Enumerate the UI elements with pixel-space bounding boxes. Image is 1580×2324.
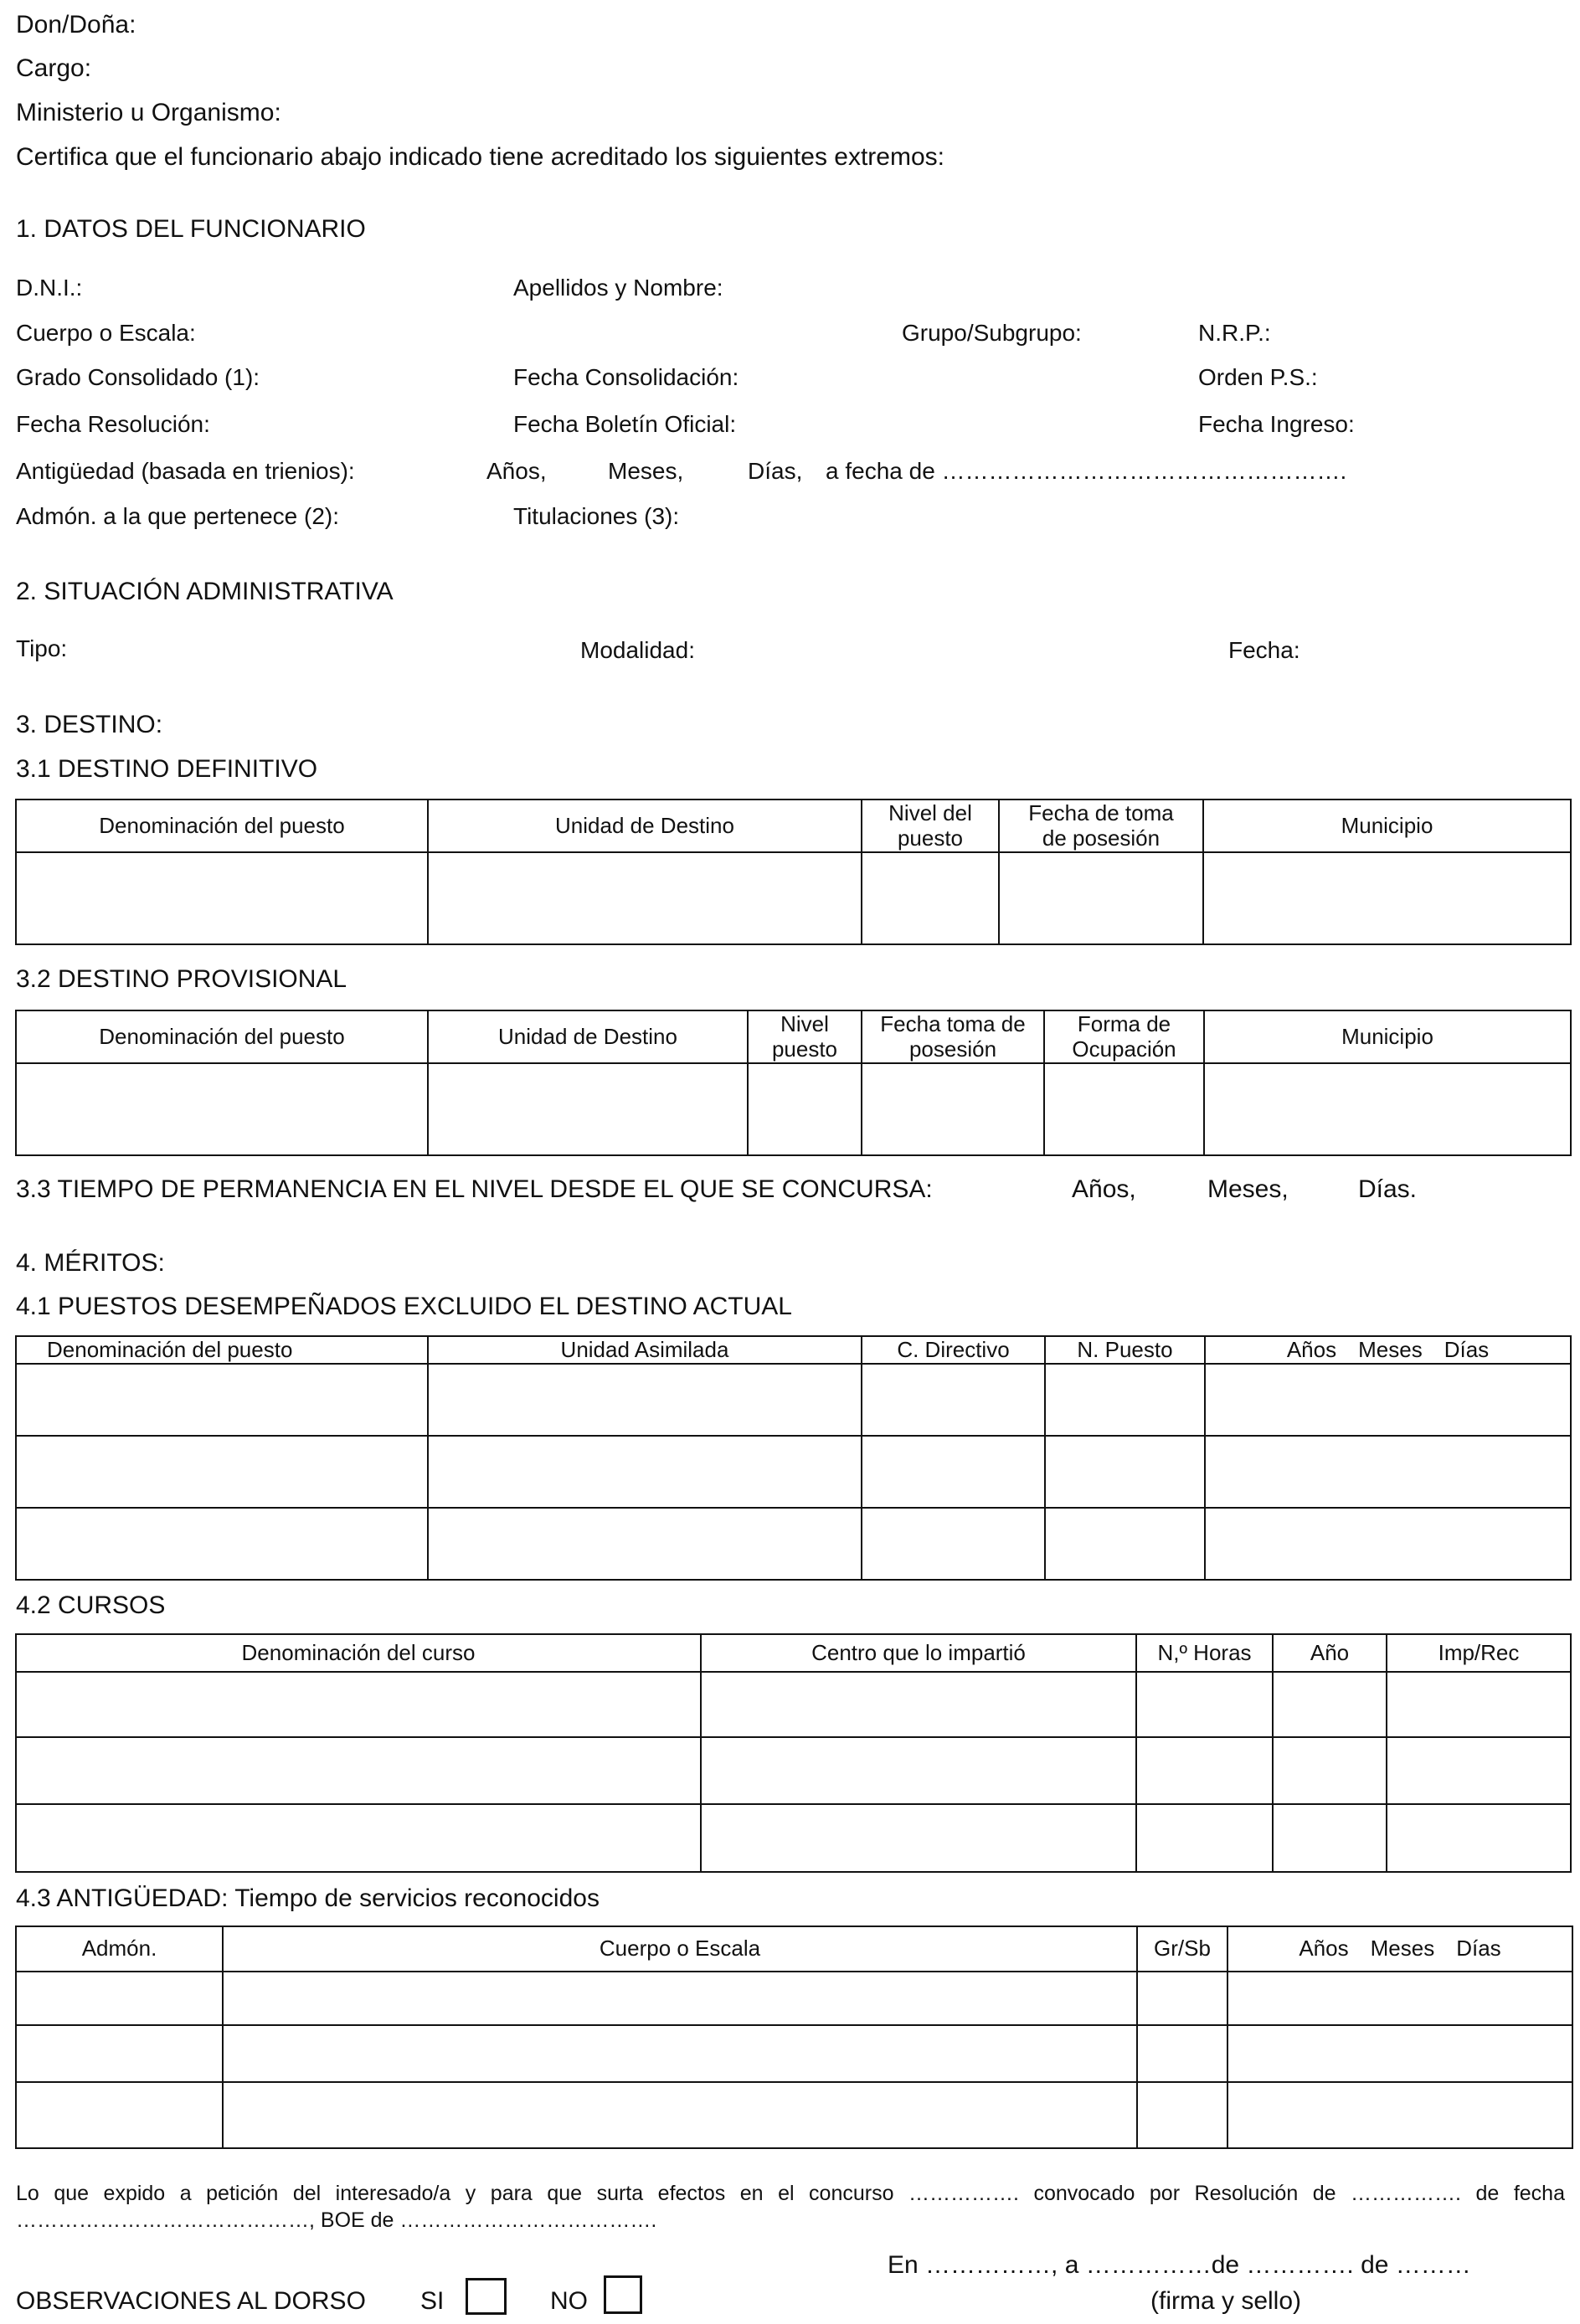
header-denominacion: Denominación del puesto: [16, 800, 428, 852]
header-gr-sb: Gr/Sb: [1137, 1926, 1227, 1972]
section1-title: 1. DATOS DEL FUNCIONARIO: [16, 215, 366, 243]
cell[interactable]: [16, 2082, 223, 2148]
cell-nivel[interactable]: [862, 852, 999, 944]
cell[interactable]: [16, 1436, 428, 1508]
no-label: NO: [550, 2287, 588, 2315]
header-denominacion: Denominación del puesto: [16, 1010, 428, 1063]
antiguedad-a-fecha: a fecha de …………………………………………….: [826, 458, 1347, 484]
cell[interactable]: [16, 1672, 701, 1737]
apellidos-label: Apellidos y Nombre:: [513, 275, 723, 301]
firma-sello: (firma y sello): [1150, 2287, 1302, 2315]
nrp-label: N.R.P.:: [1198, 320, 1271, 346]
cell[interactable]: [701, 1737, 1136, 1804]
header-cuerpo-escala: Cuerpo o Escala: [223, 1926, 1137, 1972]
table-row: [16, 1672, 1571, 1737]
header-dias: Días: [1444, 1336, 1490, 1362]
cell[interactable]: [428, 1436, 862, 1508]
table-row: [16, 2082, 1572, 2148]
cell[interactable]: [1273, 1672, 1387, 1737]
cell[interactable]: [1136, 1804, 1273, 1872]
cell[interactable]: [1136, 1672, 1273, 1737]
cell[interactable]: [1387, 1737, 1571, 1804]
observaciones-label: OBSERVACIONES AL DORSO: [16, 2287, 366, 2315]
permanencia-anos: Años,: [1072, 1175, 1136, 1203]
expido-line1: Lo que expido a petición del interesado/a y para que surta efectos en el concurso ……………. convocado por Resolución de ……………. de fecha: [16, 2182, 1565, 2205]
cell[interactable]: [428, 1508, 862, 1580]
header-fecha-toma: Fecha de toma de posesión: [999, 800, 1203, 852]
permanencia-label: 3.3 TIEMPO DE PERMANENCIA EN EL NIVEL DESDE EL QUE SE CONCURSA:: [16, 1175, 933, 1203]
header-n-puesto: N. Puesto: [1045, 1336, 1205, 1364]
cargo-label: Cargo:: [16, 54, 92, 82]
permanencia-dias: Días.: [1358, 1175, 1418, 1203]
destino-provisional-table: [15, 1010, 1572, 1156]
cell[interactable]: [16, 2025, 223, 2082]
header-forma-ocupacion: Forma de Ocupación: [1044, 1010, 1204, 1063]
cell-fecha-toma[interactable]: [999, 852, 1203, 944]
header-tiempo: [1227, 1926, 1572, 1972]
grupo-label: Grupo/Subgrupo:: [902, 320, 1082, 346]
cell[interactable]: [1137, 1972, 1227, 2025]
header-nivel: Nivel puesto: [748, 1010, 862, 1063]
header-unidad: Unidad de Destino: [428, 1010, 748, 1063]
header-municipio: Municipio: [1204, 1010, 1571, 1063]
cell[interactable]: [1227, 2082, 1572, 2148]
cell[interactable]: [862, 1436, 1045, 1508]
cell[interactable]: [1205, 1508, 1571, 1580]
table-row: [16, 1804, 1571, 1872]
ministerio-label: Ministerio u Organismo:: [16, 99, 281, 126]
cell[interactable]: [1045, 1364, 1205, 1436]
antiguedad-dias: Días,: [748, 458, 803, 484]
header-fecha-toma: Fecha toma de posesión: [862, 1010, 1044, 1063]
header-dias: Días: [1456, 1936, 1501, 1962]
si-checkbox[interactable]: [466, 2278, 507, 2315]
cell[interactable]: [1387, 1804, 1571, 1872]
header-meses: Meses: [1370, 1936, 1435, 1962]
cell[interactable]: [16, 1737, 701, 1804]
orden-label: Orden P.S.:: [1198, 364, 1318, 390]
cell[interactable]: [1045, 1508, 1205, 1580]
header-nivel: Nivel del puesto: [862, 800, 999, 852]
header-tiempo: [1205, 1336, 1571, 1364]
antiguedad-anos: Años,: [486, 458, 547, 484]
cell[interactable]: [1227, 1972, 1572, 2025]
cursos-table: [15, 1633, 1572, 1873]
cell-denominacion[interactable]: [16, 1063, 428, 1155]
destino-provisional-title: 3.2 DESTINO PROVISIONAL: [16, 965, 347, 993]
table-row: [16, 1737, 1571, 1804]
section4-title: 4. MÉRITOS:: [16, 1249, 165, 1277]
table-row: [16, 1063, 1571, 1155]
header-denominacion: Denominación del puesto: [16, 1336, 428, 1364]
cursos-title: 4.2 CURSOS: [16, 1591, 166, 1619]
cell-municipio[interactable]: [1204, 1063, 1571, 1155]
table-row: [16, 1972, 1572, 2025]
cell-unidad[interactable]: [428, 1063, 748, 1155]
admon-label: Admón. a la que pertenece (2):: [16, 503, 340, 529]
fecha-resolucion-label: Fecha Resolución:: [16, 411, 210, 437]
dni-label: D.N.I.:: [16, 275, 83, 301]
header-c-directivo: C. Directivo: [862, 1336, 1045, 1364]
antiguedad-label: Antigüedad (basada en trienios):: [16, 458, 355, 484]
tipo-label: Tipo:: [16, 635, 68, 661]
table-row: [16, 2025, 1572, 2082]
header-municipio: Municipio: [1203, 800, 1571, 852]
cell[interactable]: [223, 2082, 1137, 2148]
puestos-title: 4.1 PUESTOS DESEMPEÑADOS EXCLUIDO EL DESTINO ACTUAL: [16, 1293, 792, 1320]
header-unidad: Unidad de Destino: [428, 800, 862, 852]
si-label: SI: [420, 2287, 445, 2315]
permanencia-meses: Meses,: [1207, 1175, 1289, 1203]
cell-nivel[interactable]: [748, 1063, 862, 1155]
table-row: [16, 1436, 1571, 1508]
fecha-consolidacion-label: Fecha Consolidación:: [513, 364, 739, 390]
header-unidad-asimilada: Unidad Asimilada: [428, 1336, 862, 1364]
don-label: Don/Doña:: [16, 11, 136, 39]
header-horas: N,º Horas: [1136, 1634, 1273, 1672]
cell[interactable]: [1205, 1436, 1571, 1508]
expido-line2: ……………………………………, BOE de ……………………………….: [16, 2208, 657, 2232]
cell[interactable]: [1137, 2025, 1227, 2082]
cell[interactable]: [1227, 2025, 1572, 2082]
modalidad-label: Modalidad:: [580, 637, 695, 663]
cell[interactable]: [1273, 1804, 1387, 1872]
cell[interactable]: [701, 1672, 1136, 1737]
cell[interactable]: [223, 2025, 1137, 2082]
cell-fecha-toma[interactable]: [862, 1063, 1044, 1155]
cell[interactable]: [1136, 1737, 1273, 1804]
cell[interactable]: [16, 1364, 428, 1436]
puestos-table: [15, 1335, 1572, 1581]
header-imp-rec: Imp/Rec: [1387, 1634, 1571, 1672]
cell[interactable]: [862, 1508, 1045, 1580]
cell[interactable]: [428, 1364, 862, 1436]
antiguedad-title: 4.3 ANTIGÜEDAD: Tiempo de servicios reconocidos: [16, 1884, 600, 1912]
cell[interactable]: [1137, 2082, 1227, 2148]
cell-municipio[interactable]: [1203, 852, 1571, 944]
grado-label: Grado Consolidado (1):: [16, 364, 260, 390]
lugar-fecha: En ……………, a ……………de …………. de ………: [888, 2251, 1471, 2279]
header-centro: Centro que lo impartió: [701, 1634, 1136, 1672]
section3-title: 3. DESTINO:: [16, 711, 163, 738]
cell[interactable]: [16, 1804, 701, 1872]
cell-unidad[interactable]: [428, 852, 862, 944]
header-ano: Año: [1273, 1634, 1387, 1672]
destino-definitivo-table: [15, 799, 1572, 945]
cell[interactable]: [1045, 1436, 1205, 1508]
cuerpo-label: Cuerpo o Escala:: [16, 320, 196, 346]
cell[interactable]: [1273, 1737, 1387, 1804]
header-meses: Meses: [1358, 1336, 1423, 1362]
cell-denominacion[interactable]: [16, 852, 428, 944]
fecha-ingreso-label: Fecha Ingreso:: [1198, 411, 1355, 437]
destino-definitivo-title: 3.1 DESTINO DEFINITIVO: [16, 755, 318, 783]
certifica-text: Certifica que el funcionario abajo indicado tiene acreditado los siguientes extremos:: [16, 143, 944, 171]
table-row: [16, 1364, 1571, 1436]
cell[interactable]: [701, 1804, 1136, 1872]
table-row: [16, 852, 1571, 944]
antiguedad-meses: Meses,: [608, 458, 684, 484]
cell-forma-ocupacion[interactable]: [1044, 1063, 1204, 1155]
cell[interactable]: [1387, 1672, 1571, 1737]
fecha-boletin-label: Fecha Boletín Oficial:: [513, 411, 737, 437]
section2-title: 2. SITUACIÓN ADMINISTRATIVA: [16, 578, 394, 605]
cell[interactable]: [862, 1364, 1045, 1436]
titulaciones-label: Titulaciones (3):: [513, 503, 680, 529]
cell[interactable]: [16, 1972, 223, 2025]
cell[interactable]: [16, 1508, 428, 1580]
header-anos: Años: [1299, 1936, 1349, 1962]
table-row: [16, 1508, 1571, 1580]
header-admon: Admón.: [16, 1926, 223, 1972]
header-anos: Años: [1286, 1336, 1337, 1362]
cell[interactable]: [1205, 1364, 1571, 1436]
antiguedad-table: [15, 1926, 1573, 2149]
no-checkbox[interactable]: [604, 2275, 642, 2314]
cell[interactable]: [223, 1972, 1137, 2025]
header-denominacion-curso: Denominación del curso: [16, 1634, 701, 1672]
fecha-situacion-label: Fecha:: [1228, 637, 1300, 663]
